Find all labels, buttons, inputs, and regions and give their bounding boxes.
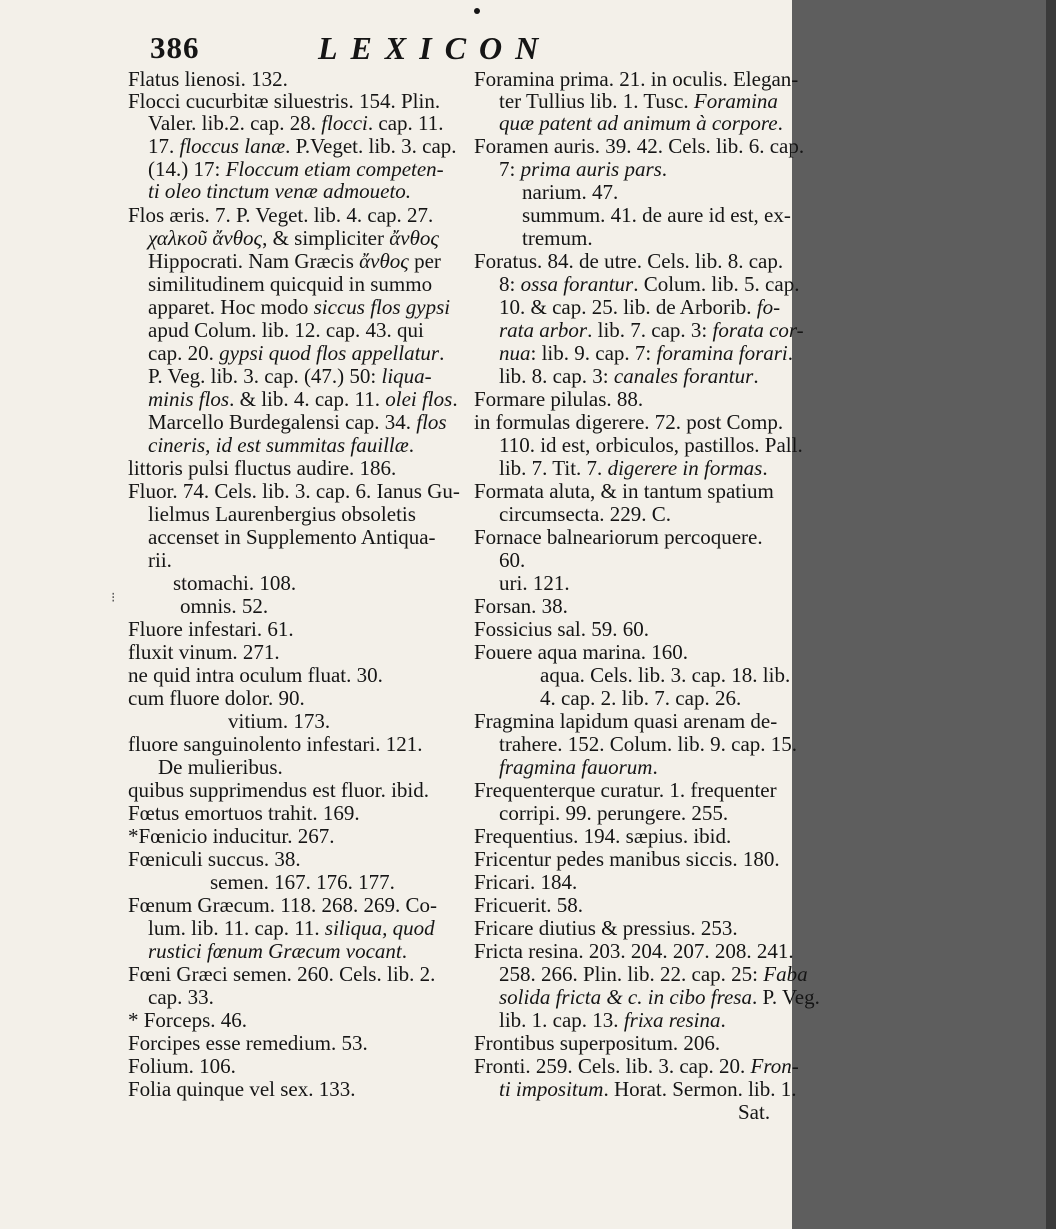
entry-text: De mulieribus. — [158, 755, 283, 779]
entry-text: 258. 266. Plin. lib. 22. cap. 25: — [499, 962, 764, 986]
index-entry-line — [474, 112, 817, 135]
index-entry-line — [474, 1054, 799, 1078]
italic-quotation: Floccum etiam competen- — [225, 157, 444, 181]
italic-quotation: ἄνθος — [359, 249, 409, 273]
index-entry-line — [474, 273, 817, 296]
index-entry-line — [474, 963, 817, 986]
italic-quotation: gypsi quod flos appellatur — [219, 341, 440, 365]
index-entry-line — [128, 112, 490, 135]
entry-text: Folia quinque vel sex. 133. — [128, 1077, 356, 1101]
page-edge-shadow — [1046, 0, 1056, 1229]
index-entry-line — [128, 90, 470, 113]
index-entry-line — [474, 526, 792, 549]
index-entry-line — [128, 1032, 470, 1055]
index-entry-line — [128, 986, 490, 1009]
index-entry-line — [128, 227, 490, 250]
entry-text: cum fluore dolor. 90. — [128, 686, 305, 710]
entry-text: Frontibus superpositum. 206. — [474, 1031, 721, 1055]
index-entry-line — [474, 342, 817, 365]
running-head: LEXICON — [318, 30, 552, 66]
entry-text: P. Veg. lib. 3. cap. (47.) 50: — [148, 364, 382, 388]
italic-quotation: Fron- — [750, 1054, 799, 1078]
entry-text: lib. 7. Tit. 7. — [499, 456, 608, 480]
entry-text: Fricare diutius & pressius. 253. — [474, 916, 738, 940]
entry-text: 4. cap. 2. lib. 7. cap. 26. — [540, 686, 742, 710]
italic-quotation: floccus lanæ — [179, 134, 286, 158]
italic-quotation: χαλκοῦ ἄνθος — [148, 226, 263, 250]
index-entry-line — [474, 227, 840, 250]
index-entry-line — [474, 411, 792, 434]
entry-text: . Colum. lib. 5. cap. — [633, 272, 800, 296]
entry-text: accenset in Supplemento Antiqua- — [148, 525, 436, 549]
index-entry-line — [128, 848, 470, 871]
index-entry-line — [474, 825, 792, 848]
index-entry-line — [474, 158, 817, 181]
entry-text: Forsan. 38. — [474, 594, 568, 618]
entry-text: summum. 41. de aure id est, ex- — [522, 203, 791, 227]
index-entry-line — [474, 871, 792, 894]
entry-text: Fœni Græci semen. 260. Cels. lib. 2. — [128, 962, 436, 986]
entry-text: * Forceps. 46. — [128, 1008, 247, 1032]
entry-text: vitium. 173. — [228, 709, 331, 733]
index-entry-line — [128, 1078, 470, 1101]
index-entry-line — [128, 365, 490, 388]
entry-text: . lib. 7. cap. 3: — [587, 318, 713, 342]
index-entry-line — [128, 756, 500, 779]
index-entry-line — [128, 68, 470, 91]
index-entry-line — [474, 388, 792, 411]
entry-text: . cap. 11. — [367, 111, 444, 135]
entry-text: 60. — [499, 548, 526, 572]
entry-text: . & lib. 4. cap. 11. — [229, 387, 386, 411]
index-entry-line — [128, 434, 490, 457]
index-entry-line — [474, 848, 792, 871]
italic-quotation: liqua- — [381, 364, 432, 388]
entry-text: cap. 33. — [148, 985, 214, 1009]
entry-text: Fricuerit. 58. — [474, 893, 584, 917]
entry-text: lib. 1. cap. 13. — [499, 1008, 624, 1032]
index-entry-line — [474, 434, 817, 457]
index-entry-line — [128, 917, 490, 940]
italic-quotation: digerere in formas — [607, 456, 763, 480]
entry-text: 10. & cap. 25. lib. de Arborib. — [499, 295, 757, 319]
entry-text: omnis. 52. — [180, 594, 269, 618]
entry-text: stomachi. 108. — [173, 571, 297, 595]
index-entry-line — [474, 618, 792, 641]
italic-quotation: siccus flos gypsi — [313, 295, 451, 319]
entry-text: ne quid intra oculum fluat. 30. — [128, 663, 383, 687]
italic-quotation: cineris, id est summitas fauillæ — [148, 433, 409, 457]
index-entry-line — [128, 618, 470, 641]
entry-text: apud Colum. lib. 12. cap. 43. qui — [148, 318, 424, 342]
entry-text: quibus supprimendus est fluor. ibid. — [128, 778, 429, 802]
italic-quotation: Faba — [763, 962, 808, 986]
index-entry-line — [474, 802, 817, 825]
entry-text: Flatus lienosi. 132. — [128, 67, 288, 91]
index-entry-line — [474, 940, 792, 963]
entry-text: Sat. — [738, 1100, 771, 1124]
entry-text: . — [661, 157, 668, 181]
italic-quotation: ti impositum — [499, 1077, 604, 1101]
entry-text: . — [720, 1008, 726, 1032]
italic-quotation: frixa resina — [623, 1008, 721, 1032]
entry-text: corripi. 99. perungere. 255. — [499, 801, 729, 825]
entry-text: 110. id est, orbiculos, pastillos. Pall. — [499, 433, 803, 457]
italic-quotation: olei flos — [385, 387, 453, 411]
entry-text: . — [787, 341, 794, 365]
index-entry-line — [128, 825, 470, 848]
index-entry-line — [128, 940, 490, 963]
index-entry-line — [474, 595, 792, 618]
entry-text: Fœnum Græcum. 118. 268. 269. Co- — [128, 893, 437, 917]
index-entry-line — [128, 572, 515, 595]
index-entry-line — [474, 779, 792, 802]
index-entry-line — [474, 1032, 792, 1055]
index-entry-line — [474, 641, 792, 664]
italic-quotation: minis flos — [148, 387, 230, 411]
entry-text: similitudinem quicquid in summo — [148, 272, 433, 296]
entry-text: ter Tullius lib. 1. Tusc. — [499, 89, 694, 113]
entry-text: fluxit vinum. 271. — [128, 640, 280, 664]
index-entry-line — [128, 457, 470, 480]
entry-text: 17. — [148, 134, 180, 158]
index-entry-line — [474, 894, 792, 917]
italic-quotation: ossa forantur — [520, 272, 634, 296]
italic-quotation: nua — [499, 341, 531, 365]
entry-text: Folium. 106. — [128, 1054, 236, 1078]
entry-text: Valer. lib.2. cap. 28. — [148, 111, 322, 135]
index-entry-line — [128, 526, 490, 549]
margin-mark: ⁝ — [111, 591, 116, 606]
index-entry-line — [128, 204, 470, 227]
index-entry-line — [128, 135, 490, 158]
entry-text: apparet. Hoc modo — [148, 295, 314, 319]
italic-quotation: prima auris pars — [520, 157, 662, 181]
entry-text: Fricentur pedes manibus siccis. 180. — [474, 847, 780, 871]
index-entry-line — [128, 687, 470, 710]
index-entry-line — [474, 296, 817, 319]
entry-text: lib. 8. cap. 3: — [499, 364, 614, 388]
entry-text: . — [439, 341, 445, 365]
index-entry-line — [474, 1101, 1056, 1124]
page-number: 386 — [150, 30, 200, 65]
entry-text: (14.) 17: — [148, 157, 226, 181]
entry-text: Frequenterque curatur. 1. frequenter — [474, 778, 777, 802]
entry-text: cap. 20. — [148, 341, 220, 365]
italic-quotation: flos — [416, 410, 447, 434]
entry-text: . — [401, 939, 407, 963]
italic-quotation: solida fricta & c. in cibo fresa — [499, 985, 752, 1009]
entry-text: uri. 121. — [499, 571, 570, 595]
index-entry-line — [474, 1078, 817, 1101]
entry-text: lum. lib. 11. cap. 11. — [148, 916, 325, 940]
entry-text: circumsecta. 229. C. — [499, 502, 672, 526]
entry-text: semen. 167. 176. 177. — [210, 870, 395, 894]
entry-text: 8: — [499, 272, 521, 296]
entry-text: , & simpliciter — [262, 226, 390, 250]
index-entry-line — [474, 985, 820, 1009]
index-entry-line — [128, 411, 490, 434]
index-entry-line — [474, 250, 792, 273]
entry-text: littoris pulsi fluctus audire. 186. — [128, 456, 397, 480]
index-entry-line — [474, 181, 840, 204]
index-entry-line — [474, 134, 805, 158]
italic-quotation: flocci — [321, 111, 368, 135]
index-entry-line — [128, 641, 470, 664]
entry-text: . — [777, 111, 783, 135]
entry-text: . — [408, 433, 415, 457]
entry-text: Fouere aqua marina. 160. — [474, 640, 689, 664]
index-entry-line — [128, 595, 522, 618]
entry-text: . — [452, 387, 458, 411]
entry-text: Frequentius. 194. sæpius. ibid. — [474, 824, 732, 848]
index-entry-line — [474, 319, 817, 342]
entry-text: . P. Veg. — [751, 985, 820, 1009]
italic-quotation: foramina forari — [656, 341, 788, 365]
ink-dot — [474, 8, 480, 14]
index-entry-line — [474, 1009, 817, 1032]
index-entry-line — [128, 319, 490, 342]
entry-text: fluore sanguinolento infestari. 121. — [128, 732, 423, 756]
index-entry-line — [128, 250, 490, 273]
entry-text: Hippocrati. Nam Græcis — [148, 249, 360, 273]
entry-text: . P.Veget. lib. 3. cap. — [285, 134, 457, 158]
index-entry-line — [474, 687, 858, 710]
entry-text: Fœniculi succus. 38. — [128, 847, 301, 871]
index-entry-line — [128, 296, 490, 319]
italic-quotation: rustici fœnum Græcum vocant — [148, 939, 402, 963]
index-entry-line — [128, 664, 470, 687]
index-entry-line — [128, 963, 470, 986]
entry-text: lielmus Laurenbergius obsoletis — [148, 502, 416, 526]
italic-quotation: rata arbor — [499, 318, 588, 342]
index-entry-line — [474, 457, 817, 480]
entry-text: *Fœnicio inducitur. 267. — [128, 824, 335, 848]
entry-text: Fronti. 259. Cels. lib. 3. cap. 20. — [474, 1054, 751, 1078]
index-entry-line — [474, 917, 792, 940]
entry-text: Marcello Burdegalensi cap. 34. — [148, 410, 417, 434]
entry-text: Flocci cucurbitæ siluestris. 154. Plin. — [128, 89, 441, 113]
index-entry-line — [128, 342, 490, 365]
entry-text: Foramina prima. 21. in oculis. Elegan- — [474, 67, 799, 91]
index-entry-line — [474, 549, 817, 572]
entry-text: Formata aluta, & in tantum spatium — [474, 479, 774, 503]
index-entry-line — [128, 1055, 470, 1078]
index-entry-line — [128, 894, 470, 917]
entry-text: . — [753, 364, 759, 388]
entry-text: Fricari. 184. — [474, 870, 578, 894]
index-entry-line — [128, 180, 490, 203]
entry-text: trahere. 152. Colum. lib. 9. cap. 15. — [499, 732, 798, 756]
italic-quotation: ἄνθος — [389, 226, 439, 250]
index-entry-line — [474, 67, 799, 91]
entry-text: Formare pilulas. 88. — [474, 387, 644, 411]
italic-quotation: ti oleo tinctum venæ admoueto. — [148, 179, 412, 203]
italic-quotation: fragmina fauorum — [499, 755, 653, 779]
entry-text: . — [762, 456, 768, 480]
entry-text: Fornace balneariorum percoquere. — [474, 525, 763, 549]
italic-quotation: canales forantur — [613, 364, 754, 388]
italic-quotation: fo- — [756, 295, 781, 319]
entry-text: aqua. Cels. lib. 3. cap. 18. lib. — [540, 663, 791, 687]
entry-text: Fœtus emortuos trahit. 169. — [128, 801, 360, 825]
index-entry-line — [128, 388, 490, 411]
index-entry-line — [128, 549, 490, 572]
entry-text: narium. 47. — [522, 180, 619, 204]
entry-text: tremum. — [522, 226, 593, 250]
index-entry-line — [128, 503, 490, 526]
index-entry-line — [128, 158, 490, 181]
index-entry-line — [474, 756, 817, 779]
entry-text: : lib. 9. cap. 7: — [530, 341, 657, 365]
entry-text: Foratus. 84. de utre. Cels. lib. 8. cap. — [474, 249, 784, 273]
italic-quotation: siliqua, quod — [324, 916, 435, 940]
index-entry-line — [474, 710, 792, 733]
index-entry-line — [474, 204, 840, 227]
entry-text: . Horat. Sermon. lib. 1. — [603, 1077, 797, 1101]
index-entry-line — [474, 503, 817, 526]
entry-text: per — [408, 249, 441, 273]
index-entry-line — [474, 90, 817, 113]
index-entry-line — [128, 779, 470, 802]
entry-text: Fricta resina. 203. 204. 207. 208. 241. — [474, 939, 794, 963]
entry-text: rii. — [148, 548, 172, 572]
entry-text: Flos æris. 7. P. Veget. lib. 4. cap. 27. — [128, 203, 434, 227]
entry-text: . — [652, 755, 658, 779]
index-entry-line — [128, 273, 490, 296]
entry-text: in formulas digerere. 72. post Comp. — [474, 410, 784, 434]
index-entry-line — [474, 365, 817, 388]
italic-quotation: Foramina — [693, 89, 778, 113]
index-entry-line — [128, 1009, 470, 1032]
index-entry-line — [128, 802, 470, 825]
index-entry-line — [474, 733, 817, 756]
index-entry-line — [474, 664, 858, 687]
index-entry-line — [128, 480, 470, 503]
entry-text: Fragmina lapidum quasi arenam de- — [474, 709, 778, 733]
entry-text: Fossicius sal. 59. 60. — [474, 617, 650, 641]
index-entry-line — [474, 572, 817, 595]
entry-text: Fluor. 74. Cels. lib. 3. cap. 6. Ianus Gu- — [128, 479, 460, 503]
entry-text: 7: — [499, 157, 521, 181]
index-entry-line — [128, 733, 470, 756]
entry-text: Foramen auris. 39. 42. Cels. lib. 6. cap. — [474, 134, 805, 158]
italic-quotation: quæ patent ad animum à corpore — [499, 111, 778, 135]
italic-quotation: forata cor- — [712, 318, 804, 342]
entry-text: Fluore infestari. 61. — [128, 617, 294, 641]
entry-text: Forcipes esse remedium. 53. — [128, 1031, 368, 1055]
index-entry-line — [474, 480, 792, 503]
